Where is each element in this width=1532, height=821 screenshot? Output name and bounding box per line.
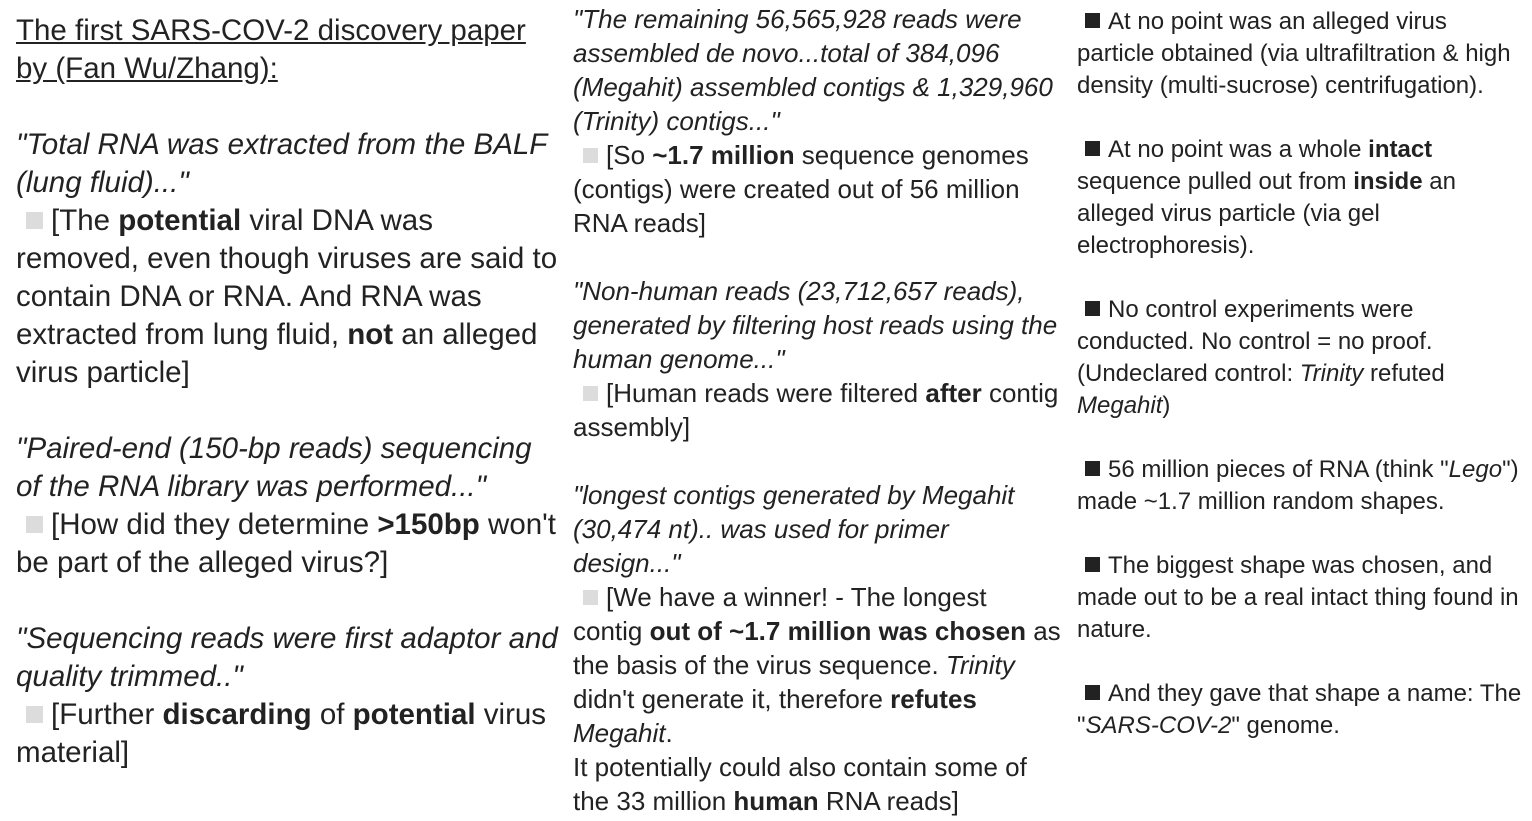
gray-square-icon <box>26 212 43 229</box>
bullet-text: 56 million pieces of RNA (think " <box>1108 456 1449 483</box>
emphasis-text: human <box>733 786 819 816</box>
commentary <box>16 506 564 582</box>
bullet-text: sequence pulled out from <box>1077 168 1354 195</box>
commentary-text: It potentially could also contain some of the 33 million <box>573 752 1027 816</box>
commentary-text: an alleged virus particle] <box>16 318 538 389</box>
bullet-no-particle <box>1077 6 1527 102</box>
commentary-text: [We have a winner! - The longest contig <box>573 582 987 646</box>
commentary-text: didn't generate it, therefore <box>573 684 891 714</box>
emphasis-text: ~1.7 million <box>652 140 795 170</box>
bullet-text: No control experiments were conducted. No control = no proof. (Undeclared control: <box>1077 296 1433 387</box>
emphasis-text: potential <box>118 204 242 237</box>
italic-text: SARS-COV-2 <box>1085 712 1232 739</box>
commentary-text: viral DNA was removed, even though viruses are said to contain DNA or RNA. And RNA was extracted from lung fluid, <box>16 204 558 351</box>
gray-square-icon <box>583 148 598 163</box>
commentary-text: RNA reads] <box>818 786 959 816</box>
gray-square-icon <box>583 590 598 605</box>
black-square-bullet-icon <box>1085 685 1100 700</box>
emphasis-text: >150bp <box>377 508 480 541</box>
quote-text: "Non-human reads (23,712,657 reads), generated by filtering host reads using the human genome..." <box>573 276 1058 374</box>
commentary-text: [So <box>606 140 653 170</box>
quote-text: "Paired-end (150-bp reads) sequencing of the RNA library was performed..." <box>16 432 532 503</box>
emphasis-text: not <box>347 318 394 351</box>
commentary <box>16 202 564 392</box>
black-square-bullet-icon <box>1085 13 1100 28</box>
paper-title: The first SARS-COV-2 discovery paper by (Fan Wu/Zhang): <box>16 14 526 85</box>
commentary <box>16 696 564 772</box>
emphasis-text: potential <box>352 698 476 731</box>
bullet-text: At no point was an alleged virus particle obtained (via ultrafiltration & high density (multi-sucrose) centrifugation). <box>1077 8 1511 99</box>
bullet-text: an alleged virus particle (via gel electrophoresis). <box>1077 168 1456 259</box>
black-square-bullet-icon <box>1085 461 1100 476</box>
bullet-text: ") made ~1.7 million random shapes. <box>1077 456 1519 515</box>
italic-text: Megahit <box>1077 392 1163 419</box>
column-left <box>16 0 564 772</box>
quote-block-total-rna <box>16 126 564 392</box>
quote-block-trimmed <box>16 620 564 772</box>
emphasis-text: discarding <box>162 698 312 731</box>
black-square-bullet-icon <box>1085 557 1100 572</box>
bullet-no-control <box>1077 294 1527 422</box>
emphasis-text: after <box>925 378 982 408</box>
commentary-text: won't be part of the alleged virus?] <box>16 508 556 579</box>
quote-block-assembled <box>573 2 1063 240</box>
black-square-bullet-icon <box>1085 141 1100 156</box>
column-right <box>1077 0 1527 742</box>
commentary-text: [Human reads were filtered <box>606 378 926 408</box>
italic-text: Trinity <box>945 650 1015 680</box>
emphasis-text: inside <box>1353 168 1423 195</box>
bullet-biggest-shape <box>1077 550 1527 646</box>
quote-text: "Sequencing reads were first adaptor and quality trimmed.." <box>16 622 558 693</box>
quote-text: "Total RNA was extracted from the BALF (lung fluid)..." <box>16 128 547 199</box>
quote-block-paired-end <box>16 430 564 582</box>
gray-square-icon <box>583 386 598 401</box>
gray-square-icon <box>26 516 43 533</box>
commentary-text: [Further <box>51 698 163 731</box>
quote-block-non-human <box>573 274 1063 444</box>
bullet-no-intact-sequence <box>1077 134 1527 262</box>
bullet-named-genome <box>1077 678 1527 742</box>
quote-text: "The remaining 56,565,928 reads were assembled de novo...total of 384,096 (Megahit) assembled contigs & 1,329,960 (Trinity) contigs..." <box>573 4 1053 136</box>
commentary-text: contig assembly] <box>573 378 1059 442</box>
commentary-text: . <box>665 718 673 748</box>
gray-square-icon <box>26 706 43 723</box>
bullet-text: ) <box>1162 392 1171 419</box>
commentary <box>573 138 1063 240</box>
commentary-text: virus material] <box>16 698 547 769</box>
bullet-text: At no point was a whole <box>1108 136 1369 163</box>
emphasis-text: refutes <box>890 684 977 714</box>
italic-text: Megahit <box>573 718 666 748</box>
quote-text: "longest contigs generated by Megahit (30,474 nt).. was used for primer design..." <box>573 480 1015 578</box>
commentary <box>573 376 1063 444</box>
commentary-text: sequence genomes (contigs) were created out of 56 million RNA reads] <box>573 140 1029 238</box>
black-square-bullet-icon <box>1085 301 1100 316</box>
bullet-lego-shapes <box>1077 454 1527 518</box>
quote-block-longest-contigs <box>573 478 1063 818</box>
commentary-text: [How did they determine <box>51 508 378 541</box>
commentary <box>573 580 1063 818</box>
commentary-text: [The <box>51 204 119 237</box>
bullet-text: And they gave that shape a name: The " <box>1077 680 1522 739</box>
bullet-text: refuted <box>1363 360 1445 387</box>
column-middle <box>573 0 1063 818</box>
italic-text: Lego <box>1448 456 1503 483</box>
commentary-text: of <box>311 698 353 731</box>
bullet-text: " genome. <box>1231 712 1340 739</box>
bullet-text: The biggest shape was chosen, and made out to be a real intact thing found in nature. <box>1077 552 1519 643</box>
commentary-text: as the basis of the virus sequence. <box>573 616 1061 680</box>
emphasis-text: out of ~1.7 million was chosen <box>649 616 1026 646</box>
italic-text: Trinity <box>1299 360 1364 387</box>
emphasis-text: intact <box>1368 136 1433 163</box>
